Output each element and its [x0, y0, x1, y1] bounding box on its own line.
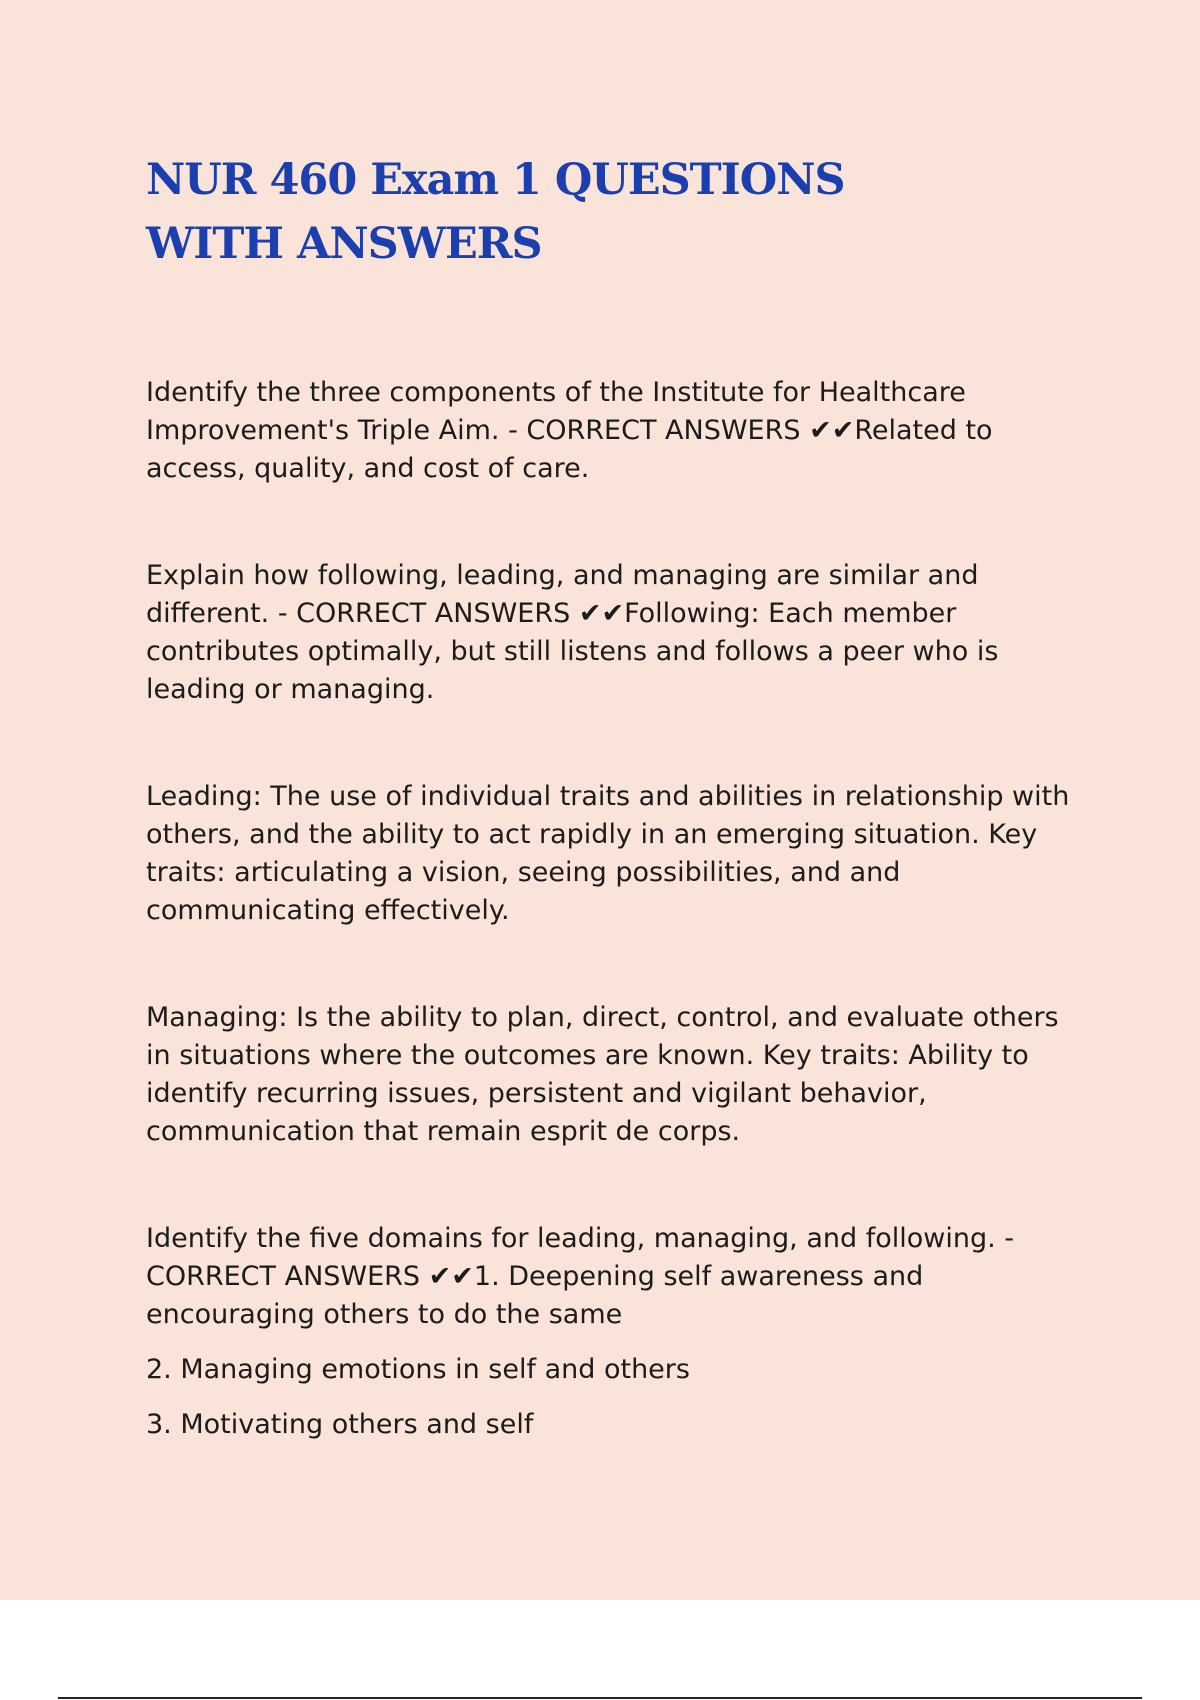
- document-content: [146, 148, 1086, 1461]
- paragraph-triple-aim: Identify the three components of the Institute for Healthcare Improvement's Triple Aim. - CORRECT ANSWERS ✔✔Related to access, quality, and cost of care.: [146, 377, 993, 484]
- list-item: 3. Motivating others and self: [146, 1409, 534, 1440]
- document-body: [146, 374, 1086, 1444]
- footer-divider: [58, 1697, 1142, 1699]
- paragraph-managing: Managing: Is the ability to plan, direct, control, and evaluate others in situations where the outcomes are known. Key traits: Ability to identify recurring issues, persistent and vigilant behavior, communication that remain esprit de corps.: [146, 1002, 1059, 1147]
- list-item: 2. Managing emotions in self and others: [146, 1354, 690, 1385]
- paragraph-leading: Leading: The use of individual traits and abilities in relationship with others, and the ability to act rapidly in an emerging situation. Key traits: articulating a vision, seeing possibilities, and and communicating effectively.: [146, 781, 1070, 926]
- paragraph-five-domains: Identify the five domains for leading, managing, and following. - CORRECT ANSWERS ✔✔1. Deepening self awareness and encouraging others to do the same: [146, 1223, 1014, 1330]
- paragraph-following: Explain how following, leading, and managing are similar and different. - CORRECT ANSWERS ✔✔Following: Each member contributes optimally, but still listens and follows a peer who is leading or managing.: [146, 560, 999, 705]
- document-title: NUR 460 Exam 1 QUESTIONS WITH ANSWERS: [146, 155, 845, 269]
